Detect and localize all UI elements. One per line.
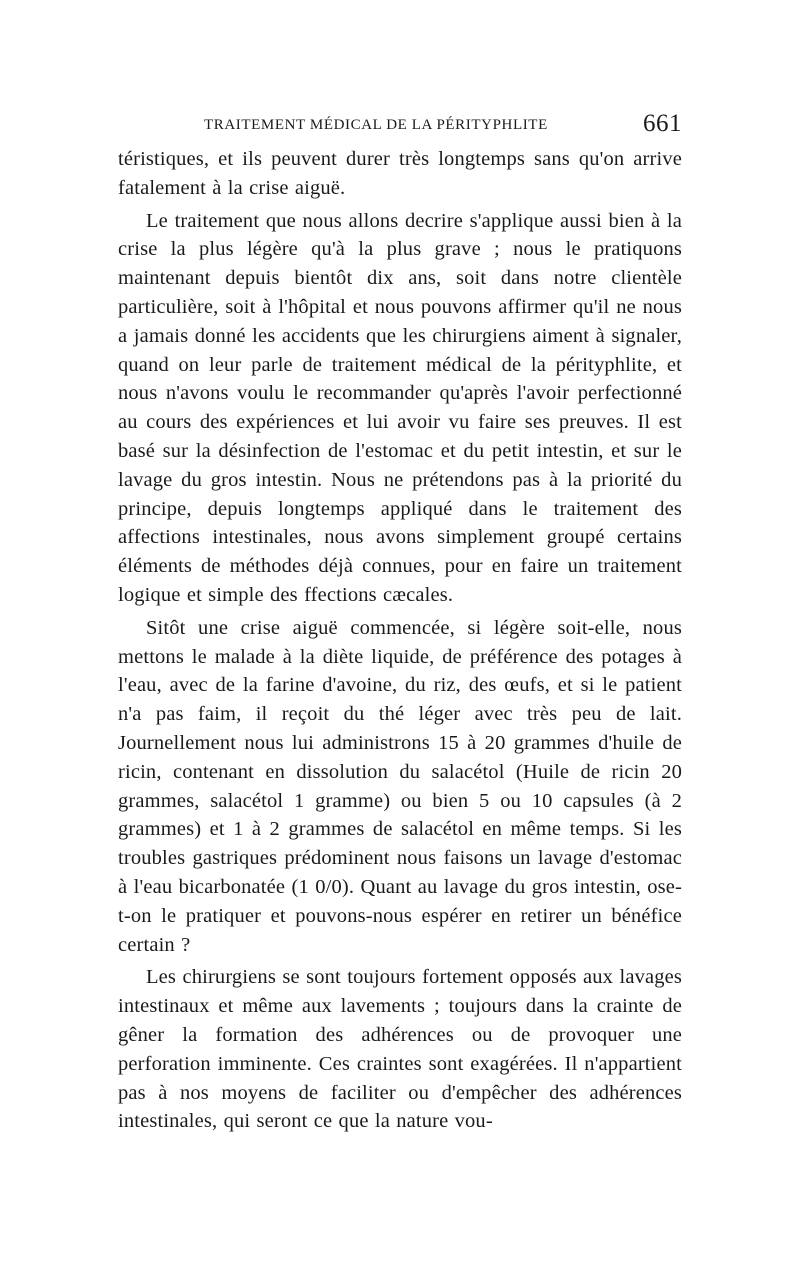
body-text [118, 145, 682, 1140]
page-number: 661 [643, 110, 682, 137]
paragraph-treatment-overview: Le traitement que nous allons decrire s'applique aussi bien à la crise la plus légère qu'à la plus grave ; nous le pratiquons maintenant depuis bientôt dix ans, soit dans notre clientèle particulière, soit à l'hôpital et nous pouvons affirmer qu'il ne nous a jamais donné les accidents que les chirurgiens aiment à signaler, quand on leur parle de traitement médical de la pérityphlite, et nous n'avons voulu le recommander qu'après l'avoir perfectionné au cours des expériences et lui avoir vu faire ses preuves. Il est basé sur la désinfection de l'estomac et du petit intestin, et sur le lavage du gros intestin. Nous ne prétendons pas à la priorité du principe, depuis longtemps appliqué dans le traitement des affections intestinales, nous avons simplement groupé certains éléments de méthodes déjà connues, pour en faire un traitement logique et simple des ffections cæcales. [118, 209, 682, 606]
paragraph-surgeons-objections: Les chirurgiens se sont toujours fortement opposés aux lavages intestinaux et même aux lavements ; toujours dans la crainte de gêner la formation des adhérences ou de provoquer une perforation imminente. Ces craintes sont exagérées. Il n'appartient pas à nos moyens de faciliter ou d'empêcher des adhérences intestinales, qui seront ce que la nature vou- [118, 966, 682, 1133]
running-title: TRAITEMENT MÉDICAL DE LA PÉRITYPHLITE [204, 117, 548, 133]
page-header [118, 108, 682, 142]
paragraph-acute-crisis-regimen: Sitôt une crise aiguë commencée, si légère soit-elle, nous mettons le malade à la diète liquide, de préférence des potages à l'eau, avec de la farine d'avoine, du riz, des œufs, et si le patient n'a pas faim, il reçoit du thé léger avec très peu de lait. Journellement nous lui administrons 15 à 20 grammes d'huile de ricin, contenant en dissolution du salacétol (Huile de ricin 20 grammes, salacétol 1 gramme) ou bien 5 ou 10 capsules (à 2 grammes) et 1 à 2 grammes de salacétol en même temps. Si les troubles gastriques prédominent nous faisons un lavage d'estomac à l'eau bicarbonatée (1 0/0). Quant au lavage du gros intestin, ose-t-on le pratiquer et pouvons-nous espérer en retirer un bénéfice certain ? [118, 616, 682, 956]
paragraph-continuation: téristiques, et ils peuvent durer très longtemps sans qu'on arrive fatalement à la crise aiguë. [118, 148, 682, 199]
